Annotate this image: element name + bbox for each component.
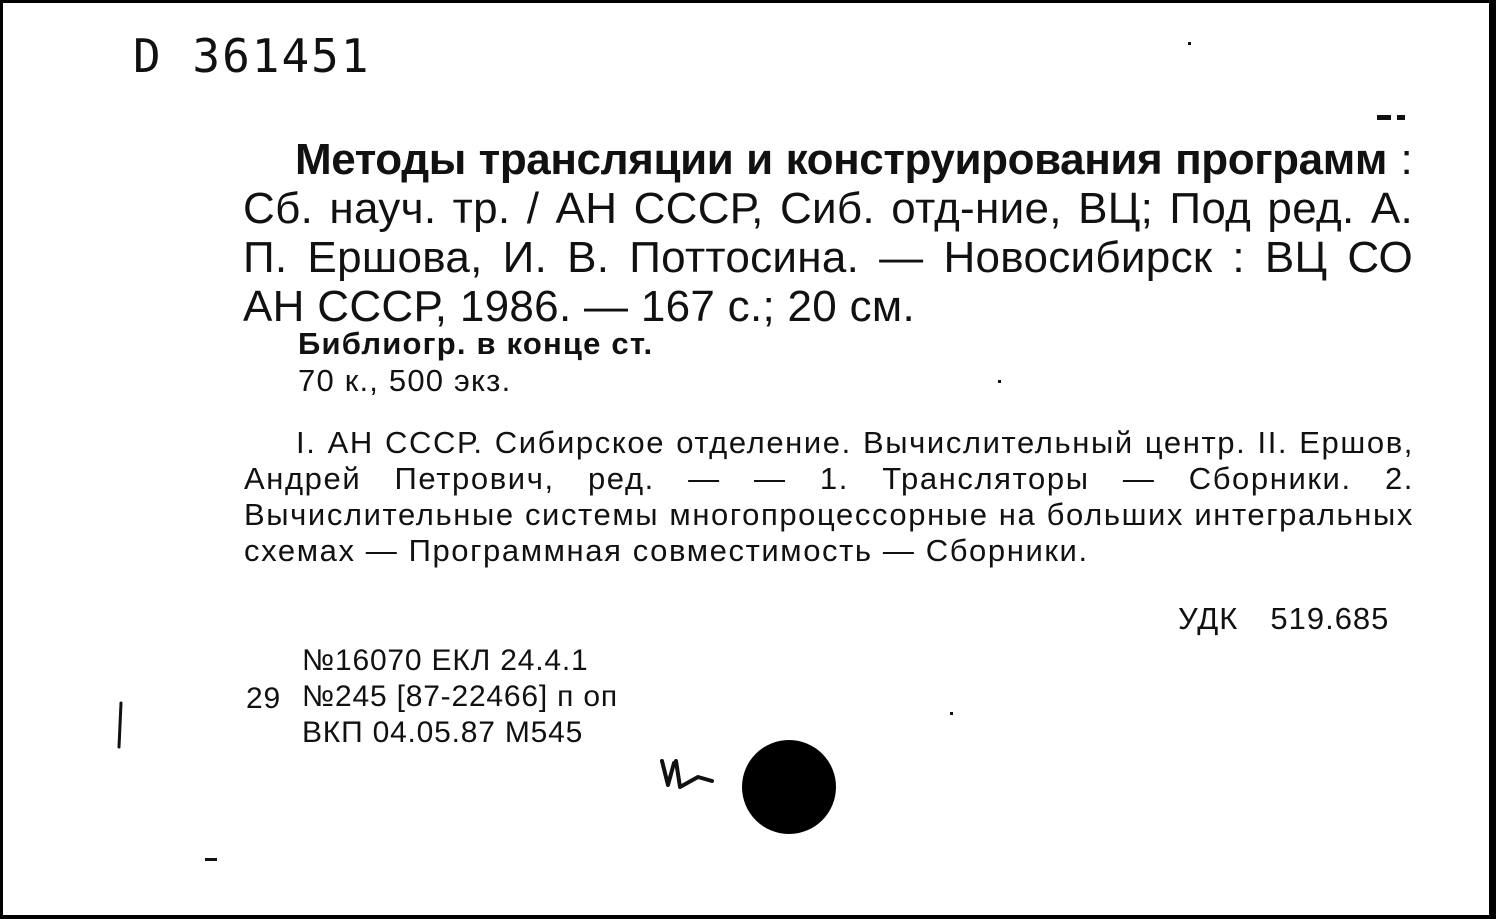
entry-title: Методы трансляции и конструирования программ [295, 135, 1387, 184]
accession-line: ВКП 04.05.87 М545 [302, 716, 584, 749]
udc-number: 519.685 [1270, 601, 1390, 636]
udc-label: УДК [1178, 601, 1239, 636]
accession-prefix: 29 [246, 682, 281, 715]
scan-speck [205, 858, 217, 861]
entry-description: : Сб. науч. тр. / АН СССР, Сиб. отд-ние, ВЦ; Под ред. А. П. Ершова, И. В. Поттосина. — Новосибирск : ВЦ СО АН СССР, 1986. — 167 с.; 20 см. [243, 135, 1413, 331]
scan-speck [1377, 115, 1391, 120]
notes [298, 325, 653, 399]
scan-speck [1397, 115, 1405, 120]
udc-classification [1178, 601, 1389, 637]
handwritten-initials [658, 755, 718, 795]
scan-speck [950, 712, 953, 715]
tracings: I. АН СССР. Сибирское отделение. Вычислительный центр. II. Ершов, Андрей Петрович, ред. — — 1. Трансляторы — Сборники. 2. Вычислительные системы многопроцессорные на больших интегральных схемах — Программная совместимость — Сборники. [244, 425, 1414, 568]
catalog-card [3, 3, 1489, 915]
scan-speck [998, 380, 1001, 383]
bibliographic-entry [243, 135, 1413, 331]
accession-lines [302, 643, 618, 751]
price-note: 70 к., 500 экз. [298, 363, 512, 398]
accession-line: №16070 ЕКЛ 24.4.1 [302, 644, 589, 677]
bibliography-note: Библиогр. в конце ст. [298, 326, 654, 361]
scan-speck [1188, 42, 1191, 45]
call-number: D 361451 [133, 29, 371, 83]
pencil-mark [115, 701, 125, 749]
accession-line: №245 [87-22466] п оп [302, 680, 618, 713]
punch-hole [742, 740, 836, 834]
